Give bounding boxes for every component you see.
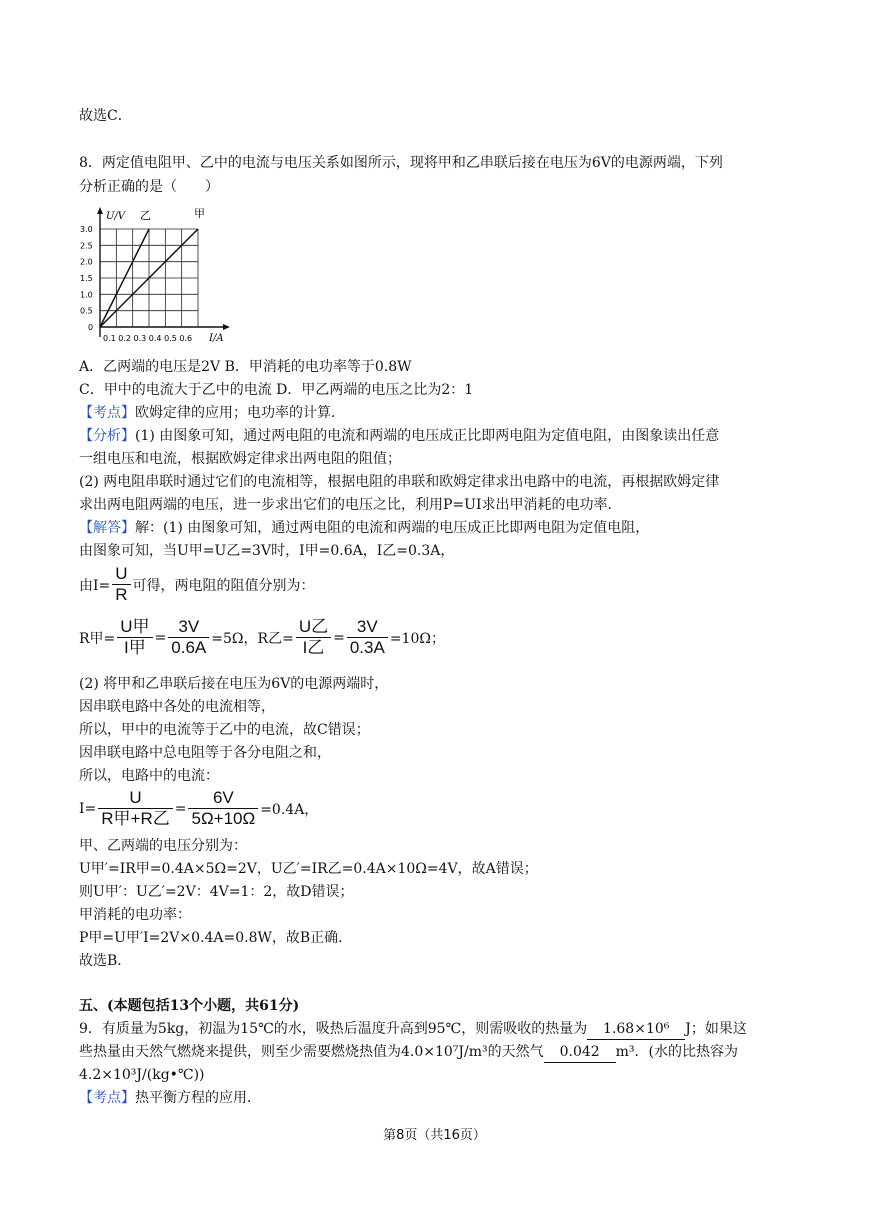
- ohm-num: U: [115, 564, 128, 583]
- y-tick-label: 0: [88, 323, 94, 332]
- kaodian-text-2: 热平衡方程的应用．: [135, 1090, 261, 1106]
- ohm-suffix: 可得，两电阻的阻值分别为：: [132, 577, 315, 594]
- q9-text-2b: m³．(水的比热容为: [615, 1044, 738, 1060]
- part2-line-3: 所以，甲中的电流等于乙中的电流，故C错误；: [79, 722, 370, 738]
- question-9-line-1: [79, 1019, 747, 1040]
- kaodian-line-2: [79, 1088, 261, 1108]
- y-tick-label: 0.5: [80, 306, 93, 316]
- r1-eq: =: [154, 629, 167, 646]
- jieda-text-1: 解：(1) 由图象可知，通过两电阻的电流和两端的电压成正比即两电阻为定值电阻，: [135, 520, 650, 536]
- fenxi-text-1: (1) 由图象可知，通过两电阻的电流和两端的电压成正比即两电阻为定值电阻，由图象读出任意: [135, 428, 720, 444]
- jieda-tag: 【解答】: [79, 520, 135, 536]
- question-8-line-2: 分析正确的是（ ）: [79, 179, 219, 195]
- x-axis-arrow: [223, 324, 230, 330]
- i-num: U: [129, 788, 142, 807]
- series-jia-label: 甲: [194, 207, 205, 220]
- r2-den-value: 0.3A: [349, 638, 385, 657]
- part2-line-5: 所以，电路中的电流：: [79, 768, 219, 784]
- r1-fraction-values: [168, 617, 209, 658]
- y-tick-label: 2.0: [80, 257, 93, 267]
- ohm-law-line: [79, 564, 315, 605]
- q9-text-2a: 些热量由天然气燃烧来提供，则至少需要燃烧热值为4.0×10⁷J/m³的天然气: [79, 1044, 544, 1060]
- ohm-den: R: [115, 585, 128, 604]
- r2-fraction: [296, 617, 331, 658]
- kaodian-text: 欧姆定律的应用；电功率的计算．: [135, 405, 345, 421]
- part2-line-8: 则U甲′：U乙′=2V：4V=1：2，故D错误；: [79, 884, 354, 900]
- r2-result: =10Ω；: [389, 630, 445, 647]
- y-tick-label: 1.5: [80, 274, 93, 283]
- kaodian-tag-2: 【考点】: [79, 1090, 135, 1106]
- section-5-heading: 五、(本题包括13个小题，共61分): [79, 998, 300, 1014]
- x-axis-label: I/A: [209, 333, 224, 344]
- current-voltage-graph: [76, 205, 241, 345]
- x-tick-labels: 0.1 0.2 0.3 0.4 0.5 0.6: [103, 334, 193, 343]
- ohm-prefix: 由I=: [79, 577, 111, 594]
- i-prefix: I=: [79, 800, 97, 817]
- y-axis-label: U/V: [106, 211, 126, 222]
- part2-line-7: U甲′=IR甲=0.4A×5Ω=2V，U乙′=IR乙=0.4A×10Ω=4V，故A错误；: [79, 861, 538, 877]
- r2-fraction-values: [347, 617, 388, 658]
- y-tick-labels: [80, 225, 93, 332]
- series-yi-label: 乙: [140, 209, 151, 222]
- ohm-fraction: [112, 564, 130, 605]
- y-tick-label: 1.0: [80, 290, 93, 300]
- current-equation: [79, 788, 318, 829]
- part2-line-4: 因串联电路中总电阻等于各分电阻之和，: [79, 745, 331, 761]
- r2-num: U乙: [298, 617, 329, 636]
- y-tick-label: 3.0: [80, 225, 93, 234]
- resistance-equations: [79, 617, 445, 658]
- fenxi-line-4: 求出两电阻两端的电压，进一步求出它们的电压之比，利用P=UI求出甲消耗的电功率．: [79, 497, 622, 513]
- y-tick-label: 2.5: [80, 241, 93, 251]
- fenxi-tag: 【分析】: [79, 428, 135, 444]
- jieda-line-2: 由图象可知，当U甲=U乙=3V时，I甲=0.6A，I乙=0.3A，: [79, 543, 455, 559]
- i-eq: =: [174, 800, 187, 817]
- r1-prefix: R甲=: [79, 630, 116, 647]
- r1-num: U甲: [120, 617, 150, 636]
- fenxi-line-2: 一组电压和电流，根据欧姆定律求出两电阻的阻值；: [79, 451, 401, 467]
- i-num-value: 6V: [212, 788, 234, 807]
- i-fraction-values: [188, 788, 258, 829]
- answer-line: 故选C．: [79, 108, 132, 124]
- r1-den-value: 0.6A: [171, 638, 207, 657]
- question-9-line-3: 4.2×10³J/(kg•℃)): [79, 1067, 205, 1083]
- part2-line-10: P甲=U甲′I=2V×0.4A=0.8W，故B正确．: [79, 930, 353, 946]
- fenxi-line-1: [79, 426, 719, 446]
- r1-result: =5Ω，R乙=: [211, 630, 294, 647]
- jieda-line-1: [79, 518, 649, 538]
- r2-num-value: 3V: [356, 617, 378, 636]
- part2-line-6: 甲、乙两端的电压分别为：: [79, 838, 247, 854]
- q9-text-1a: 9．有质量为5kg，初温为15℃的水，吸热后温度升高到95℃，则需吸收的热量为: [79, 1021, 588, 1037]
- question-8-line-1: 8．两定值电阻甲、乙中的电流与电压关系如图所示，现将甲和乙串联后接在电压为6V的电源两端，下列: [79, 155, 723, 171]
- y-axis-arrow: [97, 207, 103, 214]
- part2-line-1: (2) 将甲和乙串联后接在电压为6V的电源两端时，: [79, 676, 389, 692]
- q9-text-1b: J；如果这: [685, 1021, 747, 1037]
- part2-line-9: 甲消耗的电功率：: [79, 907, 191, 923]
- kaodian-line: [79, 403, 345, 423]
- i-den: R甲+R乙: [101, 809, 170, 828]
- r1-num-value: 3V: [178, 617, 200, 636]
- r2-eq: =: [333, 629, 345, 646]
- i-result: =0.4A，: [260, 801, 319, 818]
- question-9-line-2: [79, 1042, 738, 1063]
- options-a-b: A．乙两端的电压是2V B．甲消耗的电功率等于0.8W: [79, 359, 412, 375]
- r2-den: I乙: [302, 638, 325, 657]
- r1-fraction: [117, 617, 152, 658]
- kaodian-tag: 【考点】: [79, 405, 135, 421]
- i-den-value: 5Ω+10Ω: [191, 809, 256, 828]
- part2-line-11: 故选B．: [79, 953, 132, 969]
- options-c-d: C．甲中的电流大于乙中的电流 D．甲乙两端的电压之比为2：1: [79, 382, 474, 398]
- q9-answer-1: 1.68×10⁶: [587, 1019, 685, 1040]
- i-fraction: [98, 788, 172, 829]
- fenxi-line-3: (2) 两电阻串联时通过它们的电流相等，根据电阻的串联和欧姆定律求出电路中的电流，再根据欧姆定律: [79, 474, 720, 490]
- part2-line-2: 因串联电路中各处的电流相等，: [79, 699, 275, 715]
- page-footer: 第8页（共16页）: [383, 1128, 486, 1143]
- q9-answer-2: 0.042: [544, 1042, 616, 1063]
- r1-den: I甲: [124, 638, 146, 657]
